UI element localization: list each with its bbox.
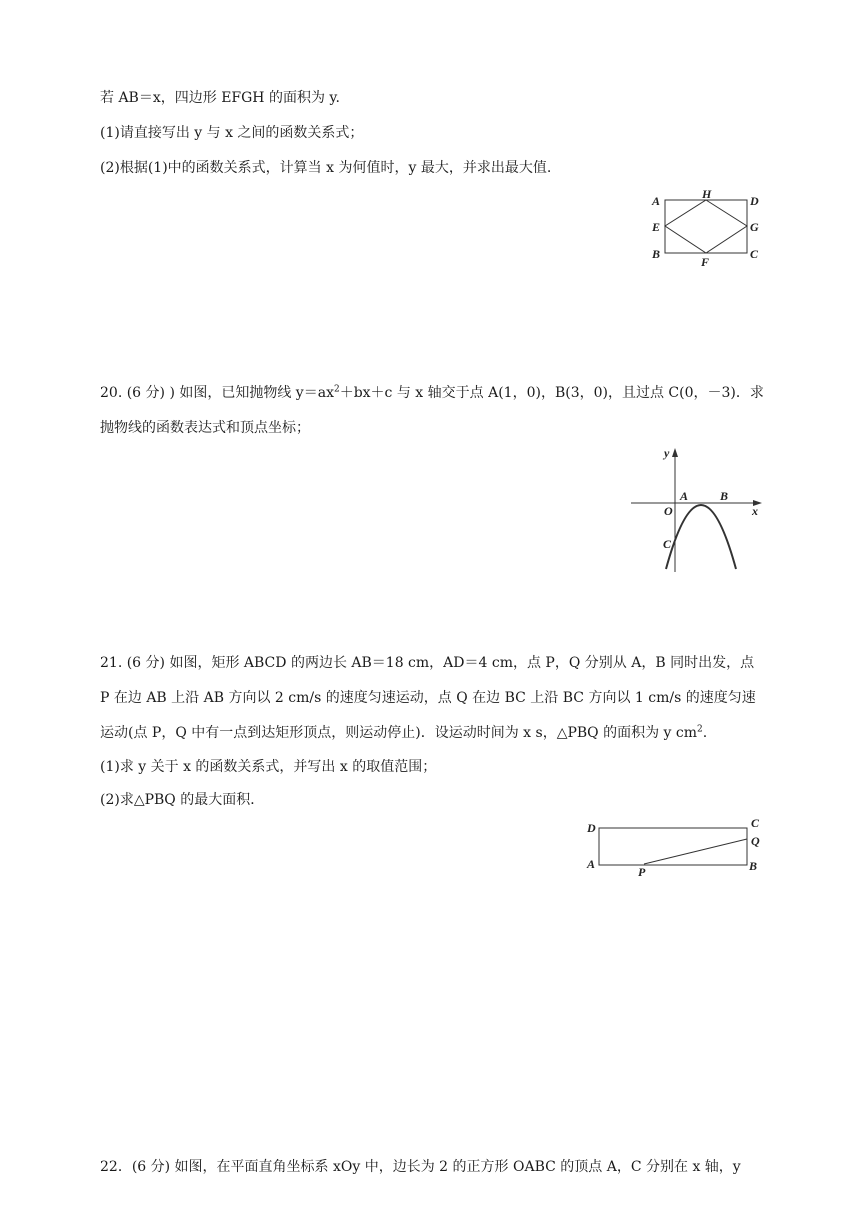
- q20-parabola-figure: [626, 444, 766, 578]
- q20-line-1-part-a: 20. (6 分) ) 如图，已知抛物线 y＝ax: [100, 385, 334, 401]
- q21-line-4: (1)求 y 关于 x 的函数关系式，并写出 x 的取值范围；: [100, 759, 437, 775]
- q20-label-O: O: [664, 504, 673, 518]
- q21-line-3: [100, 723, 707, 743]
- q19-label-D: D: [750, 194, 759, 208]
- q20-label-C: C: [663, 537, 672, 551]
- q20-line-1-part-b: ＋bx＋c 与 x 轴交于点 A(1，0)，B(3，0)，且过点 C(0，－3)．求: [339, 385, 764, 401]
- q21-line-3-part-b: .: [702, 725, 708, 741]
- q21-rectangle-figure: [580, 815, 770, 883]
- q21-line-3-part-a: 运动(点 P，Q 中有一点到达矩形顶点，则运动停止)．设运动时间为 x s，△PBQ 的面积为 y cm: [100, 725, 698, 741]
- q20-label-B: B: [720, 489, 729, 503]
- q21-label-D: D: [587, 821, 596, 835]
- q20-label-y: y: [664, 446, 670, 460]
- q19-line-1: 若 AB＝x，四边形 EFGH 的面积为 y.: [100, 90, 340, 106]
- q21-line-1: 21. (6 分) 如图，矩形 ABCD 的两边长 AB＝18 cm，AD＝4 cm，点 P，Q 分别从 A，B 同时出发，点: [100, 655, 755, 671]
- q22-line-1: 22．(6 分) 如图，在平面直角坐标系 xOy 中，边长为 2 的正方形 OABC 的顶点 A，C 分别在 x 轴，y: [100, 1159, 741, 1175]
- q21-line-3-superscript: 2: [697, 724, 703, 735]
- q19-label-A: A: [652, 194, 661, 208]
- q20-line-1: [100, 383, 764, 403]
- q19-label-E: E: [652, 220, 661, 234]
- q19-label-G: G: [750, 220, 759, 234]
- q20-line-2: 抛物线的函数表达式和顶点坐标；: [100, 420, 310, 436]
- q20-line-1-superscript: 2: [333, 384, 340, 395]
- q21-label-A: A: [587, 857, 596, 871]
- q21-line-2: P 在边 AB 上沿 AB 方向以 2 cm/s 的速度匀速运动，点 Q 在边 BC 上沿 BC 方向以 1 cm/s 的速度匀速: [100, 690, 756, 706]
- q19-label-B: B: [652, 247, 661, 261]
- q21-label-B: B: [749, 859, 758, 873]
- q19-label-H: H: [702, 187, 712, 201]
- q19-label-F: F: [701, 255, 710, 269]
- q20-label-A: A: [680, 489, 689, 503]
- q21-line-5: (2)求△PBQ 的最大面积．: [100, 792, 265, 808]
- q21-label-C: C: [751, 816, 760, 830]
- q19-rhombus-figure: [646, 186, 766, 276]
- q20-label-x: x: [752, 504, 758, 518]
- q21-label-Q: Q: [751, 834, 760, 848]
- q19-line-2: (1)请直接写出 y 与 x 之间的函数关系式；: [100, 125, 364, 141]
- q19-line-3: (2)根据(1)中的函数关系式，计算当 x 为何值时，y 最大，并求出最大值.: [100, 160, 552, 176]
- q19-label-C: C: [750, 247, 759, 261]
- q21-label-P: P: [638, 865, 646, 879]
